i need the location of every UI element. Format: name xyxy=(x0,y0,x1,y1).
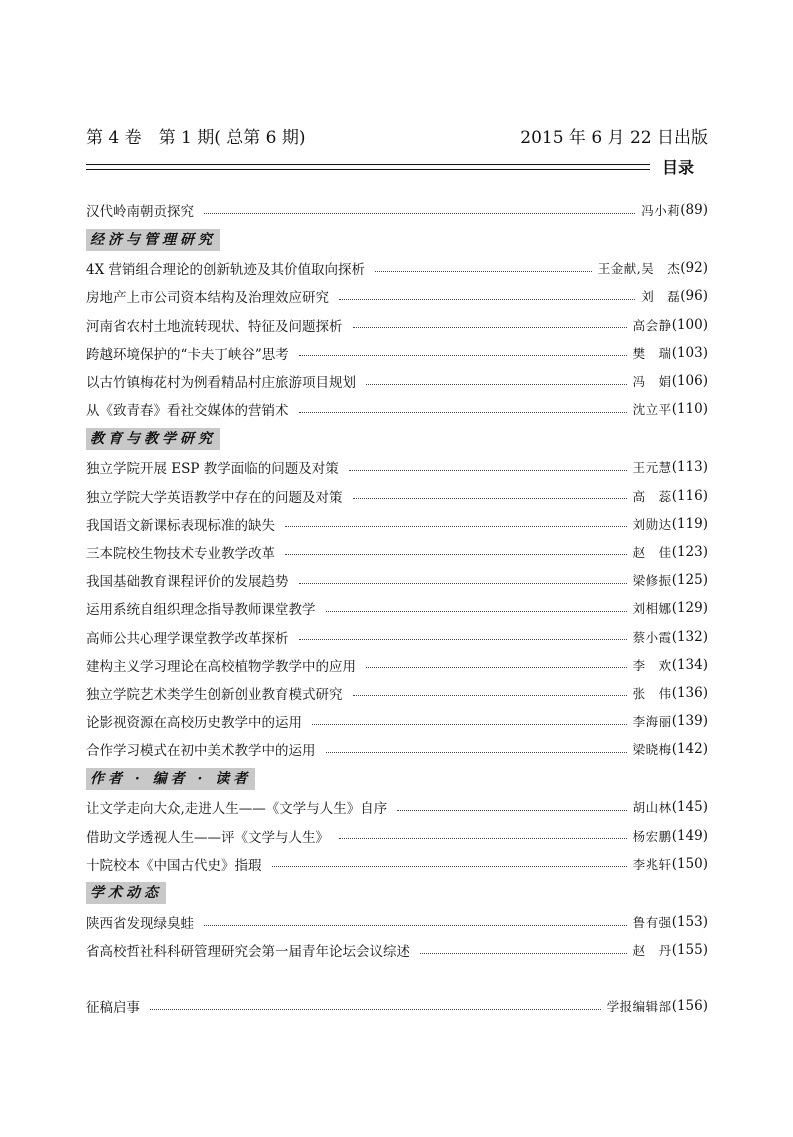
dot-leader xyxy=(353,327,627,328)
entry-author: 樊 瑞 xyxy=(632,345,672,361)
dot-leader xyxy=(366,667,627,668)
entry-author: 蔡小霞 xyxy=(632,629,672,645)
entry-title: 独立学院开展 ESP 教学面临的问题及对策 xyxy=(86,461,339,478)
toc-entry[interactable] xyxy=(86,196,708,224)
entry-author: 学报编辑部 xyxy=(606,999,672,1015)
entry-title: 4X 营销组合理论的创新轨迹及其价值取向探析 xyxy=(86,262,365,279)
entry-page-number: (125) xyxy=(671,572,708,589)
entry-author: 沈立平 xyxy=(632,402,672,418)
issue-header xyxy=(86,124,708,152)
entry-page-number: (153) xyxy=(671,914,708,931)
entry-title: 十院校本《中国古代史》指瑕 xyxy=(86,857,262,874)
entry-title: 我国语文新课标表现标准的缺失 xyxy=(86,517,275,534)
toc-entry[interactable] xyxy=(86,622,708,650)
toc-entry[interactable] xyxy=(86,254,708,282)
toc-entry[interactable] xyxy=(86,538,708,566)
entry-author: 王元慧 xyxy=(632,460,672,476)
entry-title: 高师公共心理学课堂教学改革探析 xyxy=(86,630,289,647)
section-heading-label: 学术动态 xyxy=(86,882,166,904)
entry-page-number: (123) xyxy=(671,543,708,560)
entry-author: 冯小莉 xyxy=(641,203,681,219)
section-heading-label: 教育与教学研究 xyxy=(86,428,220,450)
entry-title: 我国基础教育课程评价的发展趋势 xyxy=(86,574,289,591)
section-heading-label: 经济与管理研究 xyxy=(86,229,220,251)
entry-page-number: (149) xyxy=(671,827,708,844)
dot-leader xyxy=(326,611,627,612)
spacer xyxy=(86,964,708,992)
dot-leader xyxy=(339,299,635,300)
toc-entry[interactable] xyxy=(86,566,708,594)
toc-label: 目录 xyxy=(661,158,694,177)
dot-leader xyxy=(353,695,627,696)
entry-title: 河南省农村土地流转现状、特征及问题探析 xyxy=(86,318,343,335)
section-heading xyxy=(86,765,708,792)
dot-leader xyxy=(150,1009,601,1010)
issue-info: 第 4 卷 第 1 期( 总第 6 期) xyxy=(86,128,306,148)
publish-date: 2015 年 6 月 22 日出版 xyxy=(520,128,708,148)
entry-author: 鲁有强 xyxy=(632,915,672,931)
dot-leader xyxy=(204,925,627,926)
toc-entry[interactable] xyxy=(86,395,708,423)
entry-page-number: (92) xyxy=(680,260,708,277)
section-heading xyxy=(86,880,708,907)
entry-author: 高 蕊 xyxy=(632,488,672,504)
dot-leader xyxy=(204,213,635,214)
entry-author: 刘勋达 xyxy=(632,516,672,532)
entry-page-number: (116) xyxy=(671,487,708,504)
toc-entry[interactable] xyxy=(86,651,708,679)
entry-title: 独立学院艺术类学生创新创业教育模式研究 xyxy=(86,686,343,703)
entry-page-number: (106) xyxy=(671,373,708,390)
dot-leader xyxy=(339,838,627,839)
toc-entry[interactable] xyxy=(86,453,708,481)
toc-entry[interactable] xyxy=(86,339,708,367)
section-heading xyxy=(86,425,708,452)
dot-leader xyxy=(285,526,627,527)
entry-page-number: (142) xyxy=(671,741,708,758)
entry-author: 梁晓梅 xyxy=(632,742,672,758)
entry-title: 借助文学透视人生——评《文学与人生》 xyxy=(86,829,329,846)
toc-entry[interactable] xyxy=(86,822,708,850)
entry-page-number: (139) xyxy=(671,713,708,730)
entry-page-number: (110) xyxy=(671,401,708,418)
toc-entry[interactable] xyxy=(86,908,708,936)
entry-title: 从《致青春》看社交媒体的营销术 xyxy=(86,403,289,420)
entry-page-number: (129) xyxy=(671,600,708,617)
toc-heading-row xyxy=(86,156,708,180)
toc-entry[interactable] xyxy=(86,793,708,821)
entry-author: 赵 丹 xyxy=(632,943,672,959)
entry-title: 合作学习模式在初中美术教学中的运用 xyxy=(86,743,316,760)
toc-entry[interactable] xyxy=(86,936,708,964)
dot-leader xyxy=(366,384,627,385)
entry-page-number: (155) xyxy=(671,942,708,959)
dot-leader xyxy=(326,752,627,753)
entry-page-number: (134) xyxy=(671,656,708,673)
dot-leader xyxy=(420,953,627,954)
dot-leader xyxy=(312,724,627,725)
section-heading-label: 作者 · 编者 · 读者 xyxy=(86,768,255,790)
toc-entry[interactable] xyxy=(86,707,708,735)
entry-title: 运用系统自组织理念指导教师课堂教学 xyxy=(86,602,316,619)
toc-entry[interactable] xyxy=(86,311,708,339)
entry-title: 跨越环境保护的“卡夫丁峡谷”思考 xyxy=(86,346,289,363)
entry-title: 独立学院大学英语教学中存在的问题及对策 xyxy=(86,489,343,506)
entry-author: 刘 磊 xyxy=(641,289,681,305)
dot-leader xyxy=(299,355,627,356)
entry-author: 赵 佳 xyxy=(632,544,672,560)
toc-entry[interactable] xyxy=(86,367,708,395)
section-heading xyxy=(86,226,708,253)
toc-entry[interactable] xyxy=(86,992,708,1020)
entry-author: 李海丽 xyxy=(632,714,672,730)
entry-author: 杨宏鹏 xyxy=(632,828,672,844)
toc-entry[interactable] xyxy=(86,594,708,622)
dot-leader xyxy=(299,583,627,584)
entry-author: 胡山林 xyxy=(632,800,672,816)
entry-title: 省高校哲社科科研管理研究会第一届青年论坛会议综述 xyxy=(86,944,410,961)
entry-page-number: (156) xyxy=(671,998,708,1015)
entry-page-number: (136) xyxy=(671,684,708,701)
entry-title: 陕西省发现绿臭蛙 xyxy=(86,916,194,933)
entry-page-number: (89) xyxy=(680,202,708,219)
entry-author: 李兆轩 xyxy=(632,856,672,872)
entry-page-number: (145) xyxy=(671,799,708,816)
entry-title: 房地产上市公司资本结构及治理效应研究 xyxy=(86,290,329,307)
toc-entry[interactable] xyxy=(86,679,708,707)
entry-author: 梁修振 xyxy=(632,573,672,589)
entry-title: 论影视资源在高校历史教学中的运用 xyxy=(86,715,302,732)
dot-leader xyxy=(397,810,626,811)
toc-entry[interactable] xyxy=(86,850,708,878)
entry-page-number: (103) xyxy=(671,344,708,361)
dot-leader xyxy=(299,412,627,413)
entry-author: 张 伟 xyxy=(632,685,672,701)
entry-title: 征稿启事 xyxy=(86,1000,140,1017)
entry-page-number: (150) xyxy=(671,855,708,872)
entry-title: 三本院校生物技术专业教学改革 xyxy=(86,545,275,562)
entry-author: 高会静 xyxy=(632,317,672,333)
entry-page-number: (96) xyxy=(680,288,708,305)
entry-page-number: (100) xyxy=(671,316,708,333)
toc-entry[interactable] xyxy=(86,482,708,510)
entry-title: 建构主义学习理论在高校植物学教学中的应用 xyxy=(86,658,356,675)
toc-entry[interactable] xyxy=(86,282,708,310)
dot-leader xyxy=(285,554,627,555)
double-rule-divider xyxy=(86,164,650,170)
entry-page-number: (113) xyxy=(671,459,708,476)
entry-author: 冯 娟 xyxy=(632,374,672,390)
dot-leader xyxy=(375,271,592,272)
entry-title: 以古竹镇梅花村为例看精品村庄旅游项目规划 xyxy=(86,375,356,392)
dot-leader xyxy=(353,498,627,499)
dot-leader xyxy=(299,639,627,640)
entry-page-number: (132) xyxy=(671,628,708,645)
table-of-contents xyxy=(86,196,708,1021)
entry-title: 汉代岭南朝贡探究 xyxy=(86,204,194,221)
entry-page-number: (119) xyxy=(671,515,708,532)
entry-author: 王金献,吴 杰 xyxy=(597,261,681,277)
dot-leader xyxy=(272,866,627,867)
entry-author: 李 欢 xyxy=(632,657,672,673)
toc-entry[interactable] xyxy=(86,510,708,538)
toc-entry[interactable] xyxy=(86,735,708,763)
entry-author: 刘相娜 xyxy=(632,601,672,617)
dot-leader xyxy=(349,470,627,471)
entry-title: 让文学走向大众,走进人生——《文学与人生》自序 xyxy=(86,801,388,818)
